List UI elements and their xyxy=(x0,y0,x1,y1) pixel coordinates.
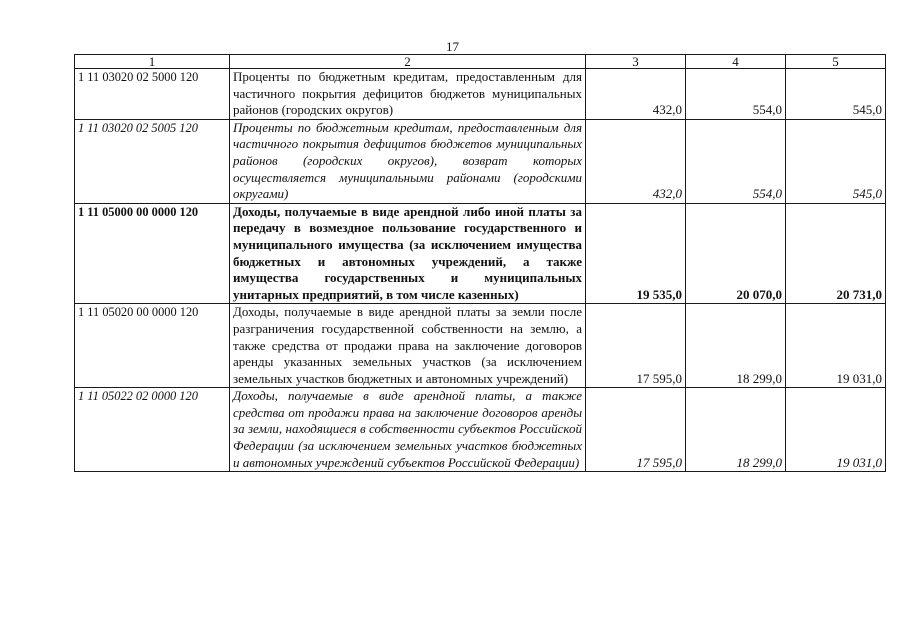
budget-code-cell: 1 11 05022 02 0000 120 xyxy=(75,388,230,472)
page-number: 17 xyxy=(446,39,459,54)
value-col3-cell: 19 535,0 xyxy=(586,203,686,304)
value-col5-cell: 20 731,0 xyxy=(786,203,886,304)
budget-code-cell: 1 11 05000 00 0000 120 xyxy=(75,203,230,304)
table-row xyxy=(75,119,886,203)
column-header-2: 2 xyxy=(230,55,586,69)
revenue-name-cell: Проценты по бюджетным кредитам, предоставленным для частичного покрытия дефицитов бюджетов муниципальных районов (городских округов) xyxy=(230,69,586,120)
column-number-header-row xyxy=(75,55,886,69)
value-col4-cell: 554,0 xyxy=(686,119,786,203)
value-col3-cell: 432,0 xyxy=(586,119,686,203)
value-col4-cell: 18 299,0 xyxy=(686,388,786,472)
column-header-3: 3 xyxy=(586,55,686,69)
budget-code-cell: 1 11 05020 00 0000 120 xyxy=(75,304,230,388)
table-row xyxy=(75,69,886,120)
value-col3-cell: 17 595,0 xyxy=(586,304,686,388)
budget-revenue-table xyxy=(74,54,886,472)
revenue-name-cell: Доходы, получаемые в виде арендной платы за земли после разграничения государственной собственности на землю, а также средства от продажи права на заключение договоров аренды указанных земельных участков (за исключением земельных участков бюджетных и автономных учреждений) xyxy=(230,304,586,388)
table-row xyxy=(75,388,886,472)
value-col5-cell: 545,0 xyxy=(786,69,886,120)
value-col5-cell: 19 031,0 xyxy=(786,304,886,388)
value-col5-cell: 545,0 xyxy=(786,119,886,203)
value-col4-cell: 554,0 xyxy=(686,69,786,120)
value-col4-cell: 20 070,0 xyxy=(686,203,786,304)
budget-code-cell: 1 11 03020 02 5000 120 xyxy=(75,69,230,120)
column-header-4: 4 xyxy=(686,55,786,69)
value-col5-cell: 19 031,0 xyxy=(786,388,886,472)
revenue-name-cell: Доходы, получаемые в виде арендной либо иной платы за передачу в возмездное пользование государственного и муниципального имущества (за исключением имущества бюджетных и автономных учреждений, а также имущества государственных и муниципальных унитарных предприятий, в том числе казенных) xyxy=(230,203,586,304)
budget-code-cell: 1 11 03020 02 5005 120 xyxy=(75,119,230,203)
column-header-1: 1 xyxy=(75,55,230,69)
value-col3-cell: 432,0 xyxy=(586,69,686,120)
revenue-name-cell: Доходы, получаемые в виде арендной платы, а также средства от продажи права на заключение договоров аренды за земли, находящиеся в собственности субъектов Российской Федерации (за исключением земельных участков бюджетных и автономных учреждений субъектов Российской Федерации) xyxy=(230,388,586,472)
revenue-name-cell: Проценты по бюджетным кредитам, предоставленным для частичного покрытия дефицитов бюджетов муниципальных районов (городских округов), возврат которых осуществляется муниципальными районами (городскими округами) xyxy=(230,119,586,203)
value-col4-cell: 18 299,0 xyxy=(686,304,786,388)
table-row xyxy=(75,203,886,304)
table-row xyxy=(75,304,886,388)
column-header-5: 5 xyxy=(786,55,886,69)
value-col3-cell: 17 595,0 xyxy=(586,388,686,472)
